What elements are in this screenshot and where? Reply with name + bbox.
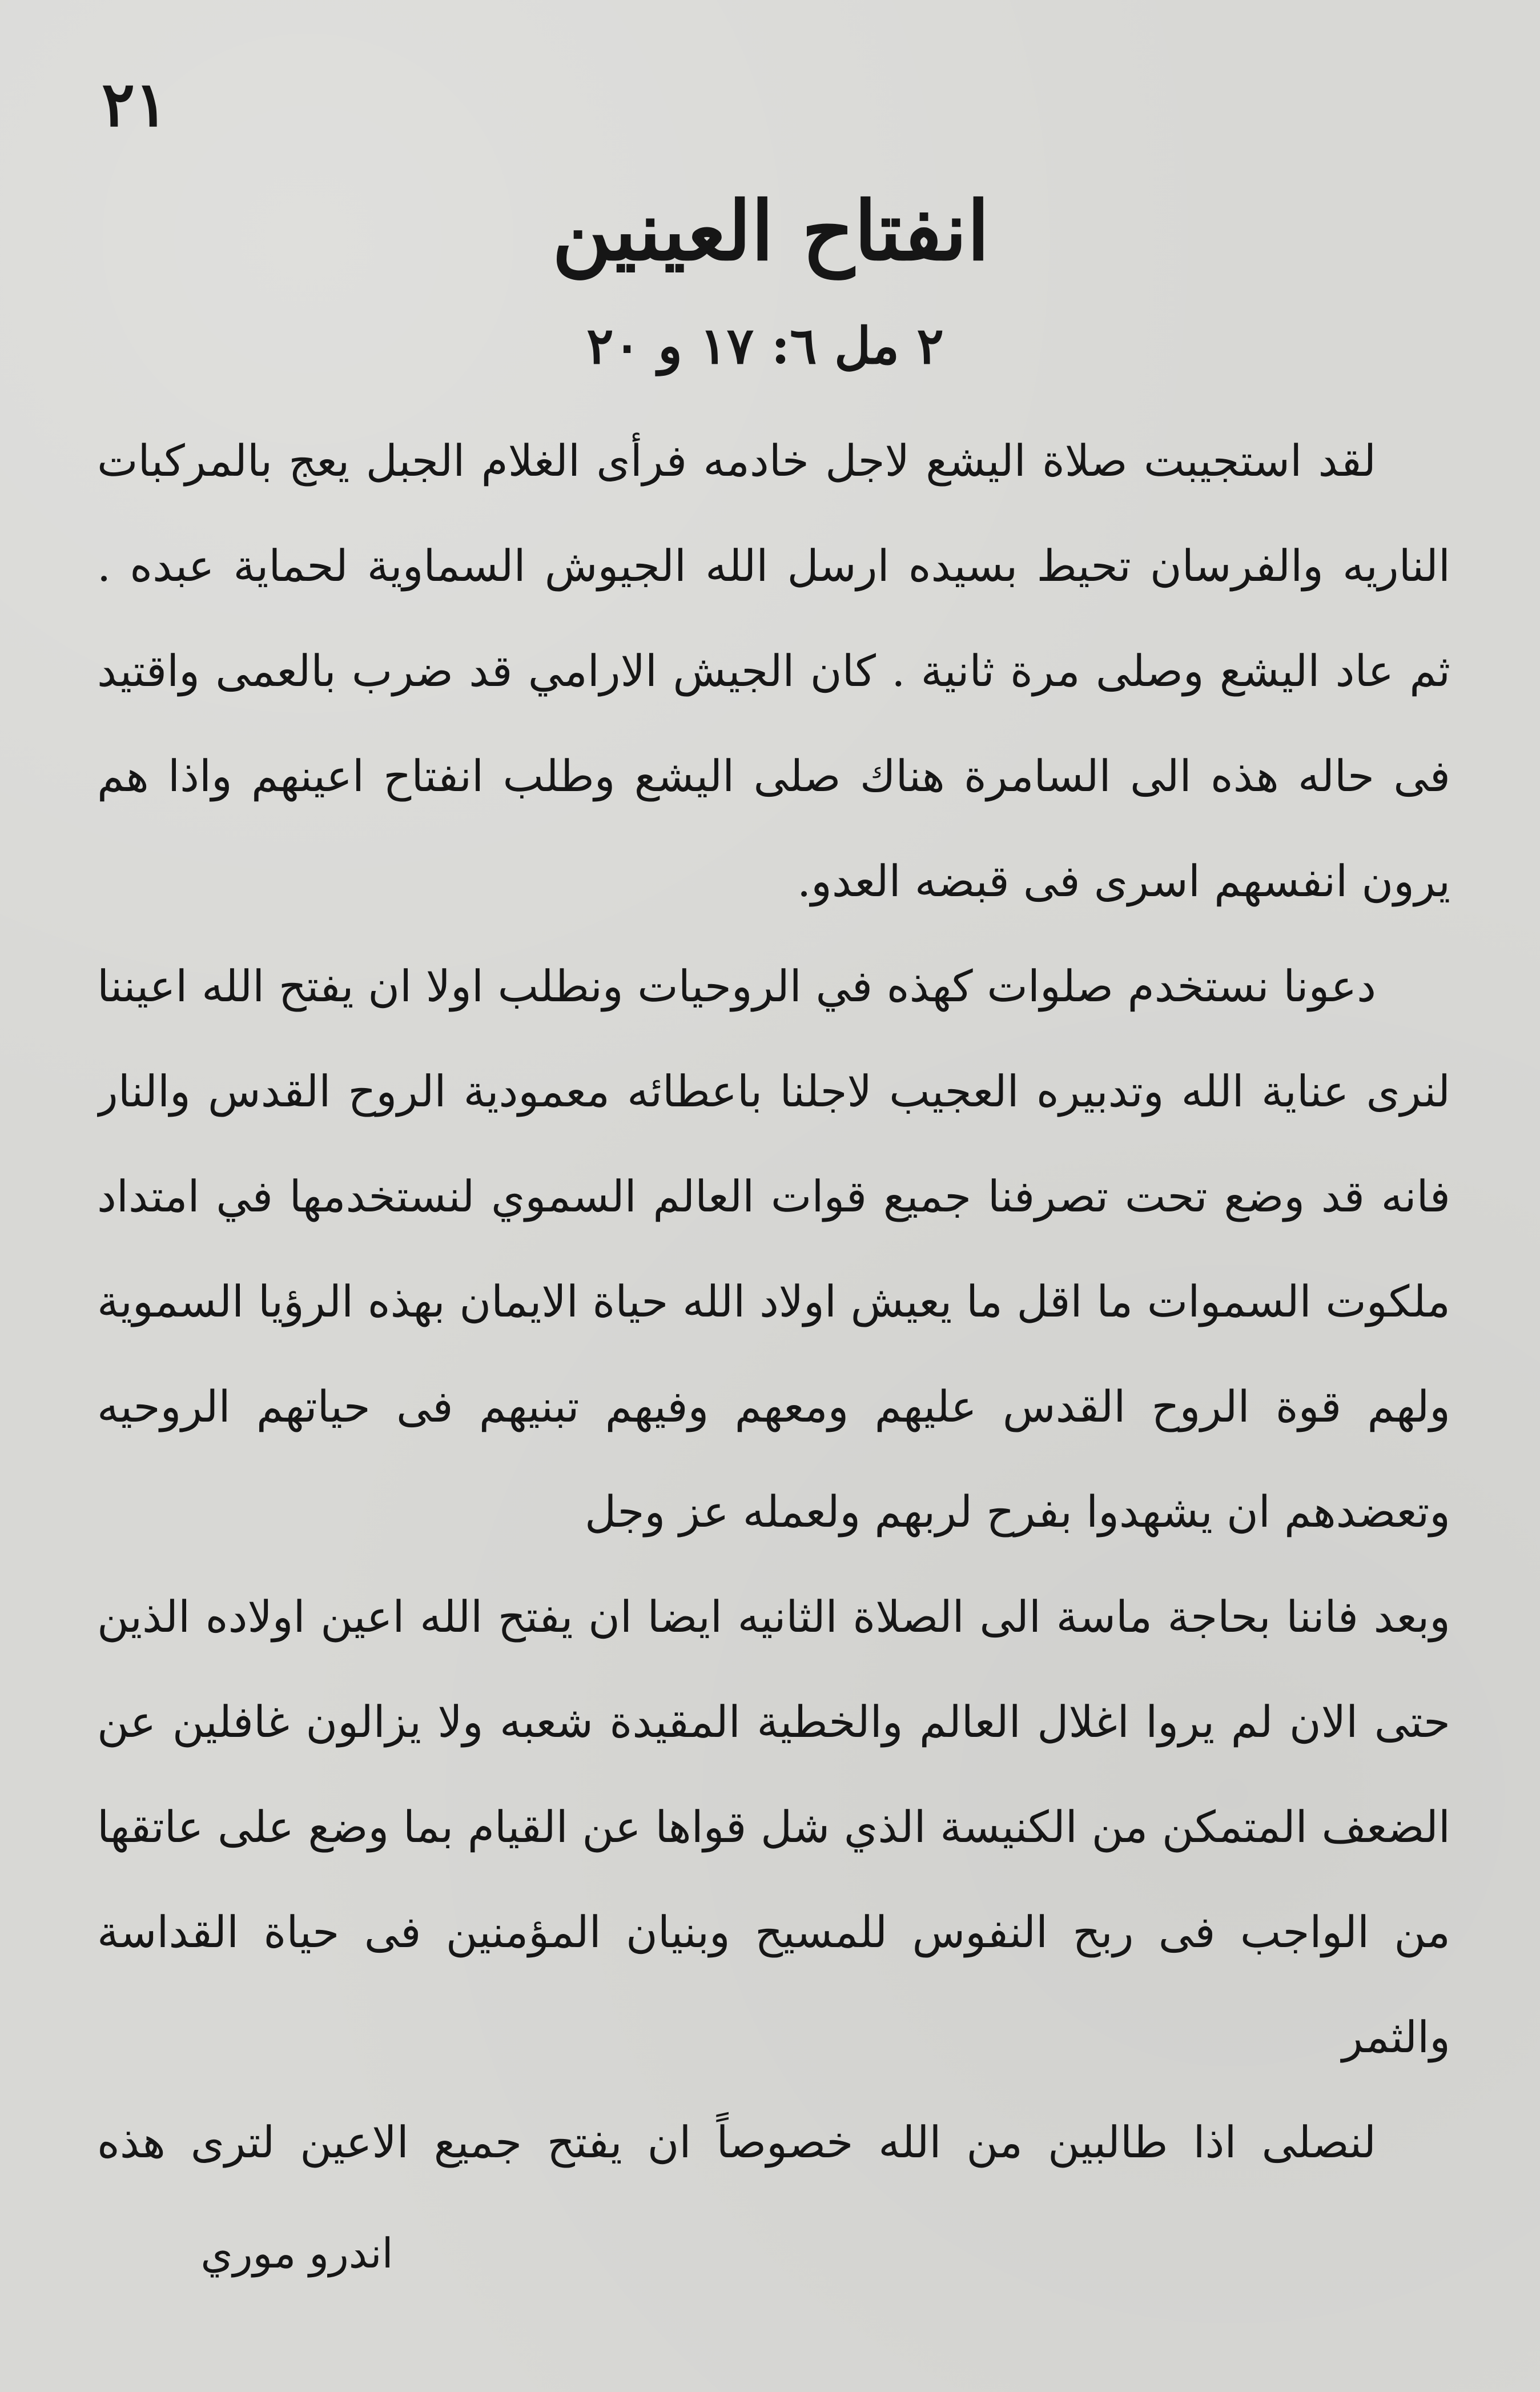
page-number: ٢١ <box>102 69 168 141</box>
page-title: انفتاح العينين <box>552 184 990 279</box>
paragraph-2: دعونا نستخدم صلوات كهذه في الروحيات ونطلب اولا ان يفتح الله اعيننا لنرى عناية الله وتدبيره العجيب لاجلنا باعطائه معمودية الروح القدس والنار فانه قد وضع تحت تصرفنا جميع قوات العالم السموي لنستخدمها في امتداد ملكوت السموات ما اقل ما يعيش اولاد الله حياة الايمان بهذه الرؤيا السموية ولهم قوة الروح القدس عليهم ومعهم وفيهم تبنيهم فى حياتهم الروحيه وتعضدهم ان يشهدوا بفرح لربهم ولعمله عز وجل <box>97 961 1450 1537</box>
paragraph-4: لنصلى اذا طالبين من الله خصوصاً ان يفتح جميع الاعين لترى هذه <box>97 2117 1376 2168</box>
paragraph-3: وبعد فاننا بحاجة ماسة الى الصلاة الثانيه ايضا ان يفتح الله اعين اولاده الذين حتى الان لم يروا اغلال العالم والخطية المقيدة شعبه ولا يزالون غافلين عن الضعف المتمكن من الكنيسة الذي شل قواها عن القيام بما وضع على عاتقها من الواجب فى ربح النفوس للمسيح وبنيان المؤمنين فى حياة القداسة والثمر <box>97 1591 1450 2062</box>
article-body <box>97 408 1450 2202</box>
author-signature: اندرو موري <box>200 2229 393 2277</box>
paragraph-1: لقد استجيبت صلاة اليشع لاجل خادمه فرأى الغلام الجبل يعج بالمركبات الناريه والفرسان تحيط بسيده ارسل الله الجيوش السماوية لحماية عبده . ثم عاد اليشع وصلى مرة ثانية . كان الجيش الارامي قد ضرب بالعمى واقتيد فى حاله هذه الى السامرة هناك صلى اليشع وطلب انفتاح اعينهم واذا هم يرون انفسهم اسرى فى قبضه العدو. <box>97 435 1450 906</box>
scripture-reference: ٢ مل ٦: ١٧ و ٢٠ <box>586 316 944 375</box>
